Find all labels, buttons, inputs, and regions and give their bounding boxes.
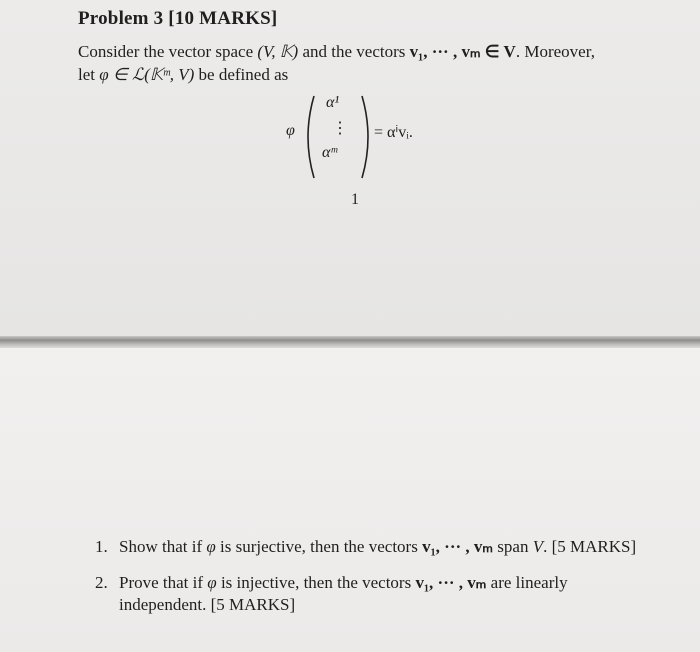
- list-item: [95, 536, 655, 558]
- intro-text: Consider the vector space: [78, 42, 258, 61]
- intro-text: and the vectors: [298, 42, 410, 61]
- vectors-symbol: v₁, ··· , vₘ ∈ V: [409, 42, 516, 61]
- question-number: 2.: [95, 573, 108, 592]
- phi-symbol: φ: [206, 537, 216, 556]
- intro-text: let: [78, 65, 100, 84]
- list-item: [95, 572, 655, 616]
- paper-fold-line: [0, 336, 700, 348]
- intro-text: . Moreover,: [515, 42, 595, 61]
- definition-equation: [286, 92, 486, 182]
- equation-rhs: = αⁱvᵢ.: [374, 124, 413, 141]
- map-symbol: φ ∈ ℒ(𝕂ᵐ, V): [99, 65, 195, 84]
- question-list: [95, 536, 655, 630]
- question-text: is surjective, then the vectors: [215, 537, 423, 556]
- problem-heading: Problem 3 [10 MARKS]: [78, 8, 278, 29]
- question-text: span: [493, 537, 533, 556]
- phi-symbol: φ: [286, 122, 295, 139]
- vector-vertical-dots: ⋮: [332, 120, 348, 137]
- question-text: Show that if: [119, 537, 207, 556]
- question-number: 1.: [95, 537, 108, 556]
- vectors-symbol: v₁, ··· , vₘ: [415, 573, 487, 592]
- phi-symbol: φ: [207, 573, 217, 592]
- question-text: Prove that if: [119, 573, 208, 592]
- vector-top-entry: α¹: [326, 94, 340, 111]
- span-target-symbol: V: [532, 537, 544, 556]
- intro-text: be defined as: [194, 65, 289, 84]
- problem-statement: [78, 40, 653, 86]
- question-text: are linearly independent. [5 MARKS]: [119, 573, 568, 614]
- vector-space-symbol: (V, 𝕂): [257, 42, 299, 61]
- page-number: 1: [351, 191, 359, 208]
- vector-bottom-entry: αᵐ: [322, 144, 338, 161]
- question-text: . [5 MARKS]: [543, 537, 637, 556]
- vectors-symbol: v₁, ··· , vₘ: [422, 537, 494, 556]
- question-text: is injective, then the vectors: [216, 573, 416, 592]
